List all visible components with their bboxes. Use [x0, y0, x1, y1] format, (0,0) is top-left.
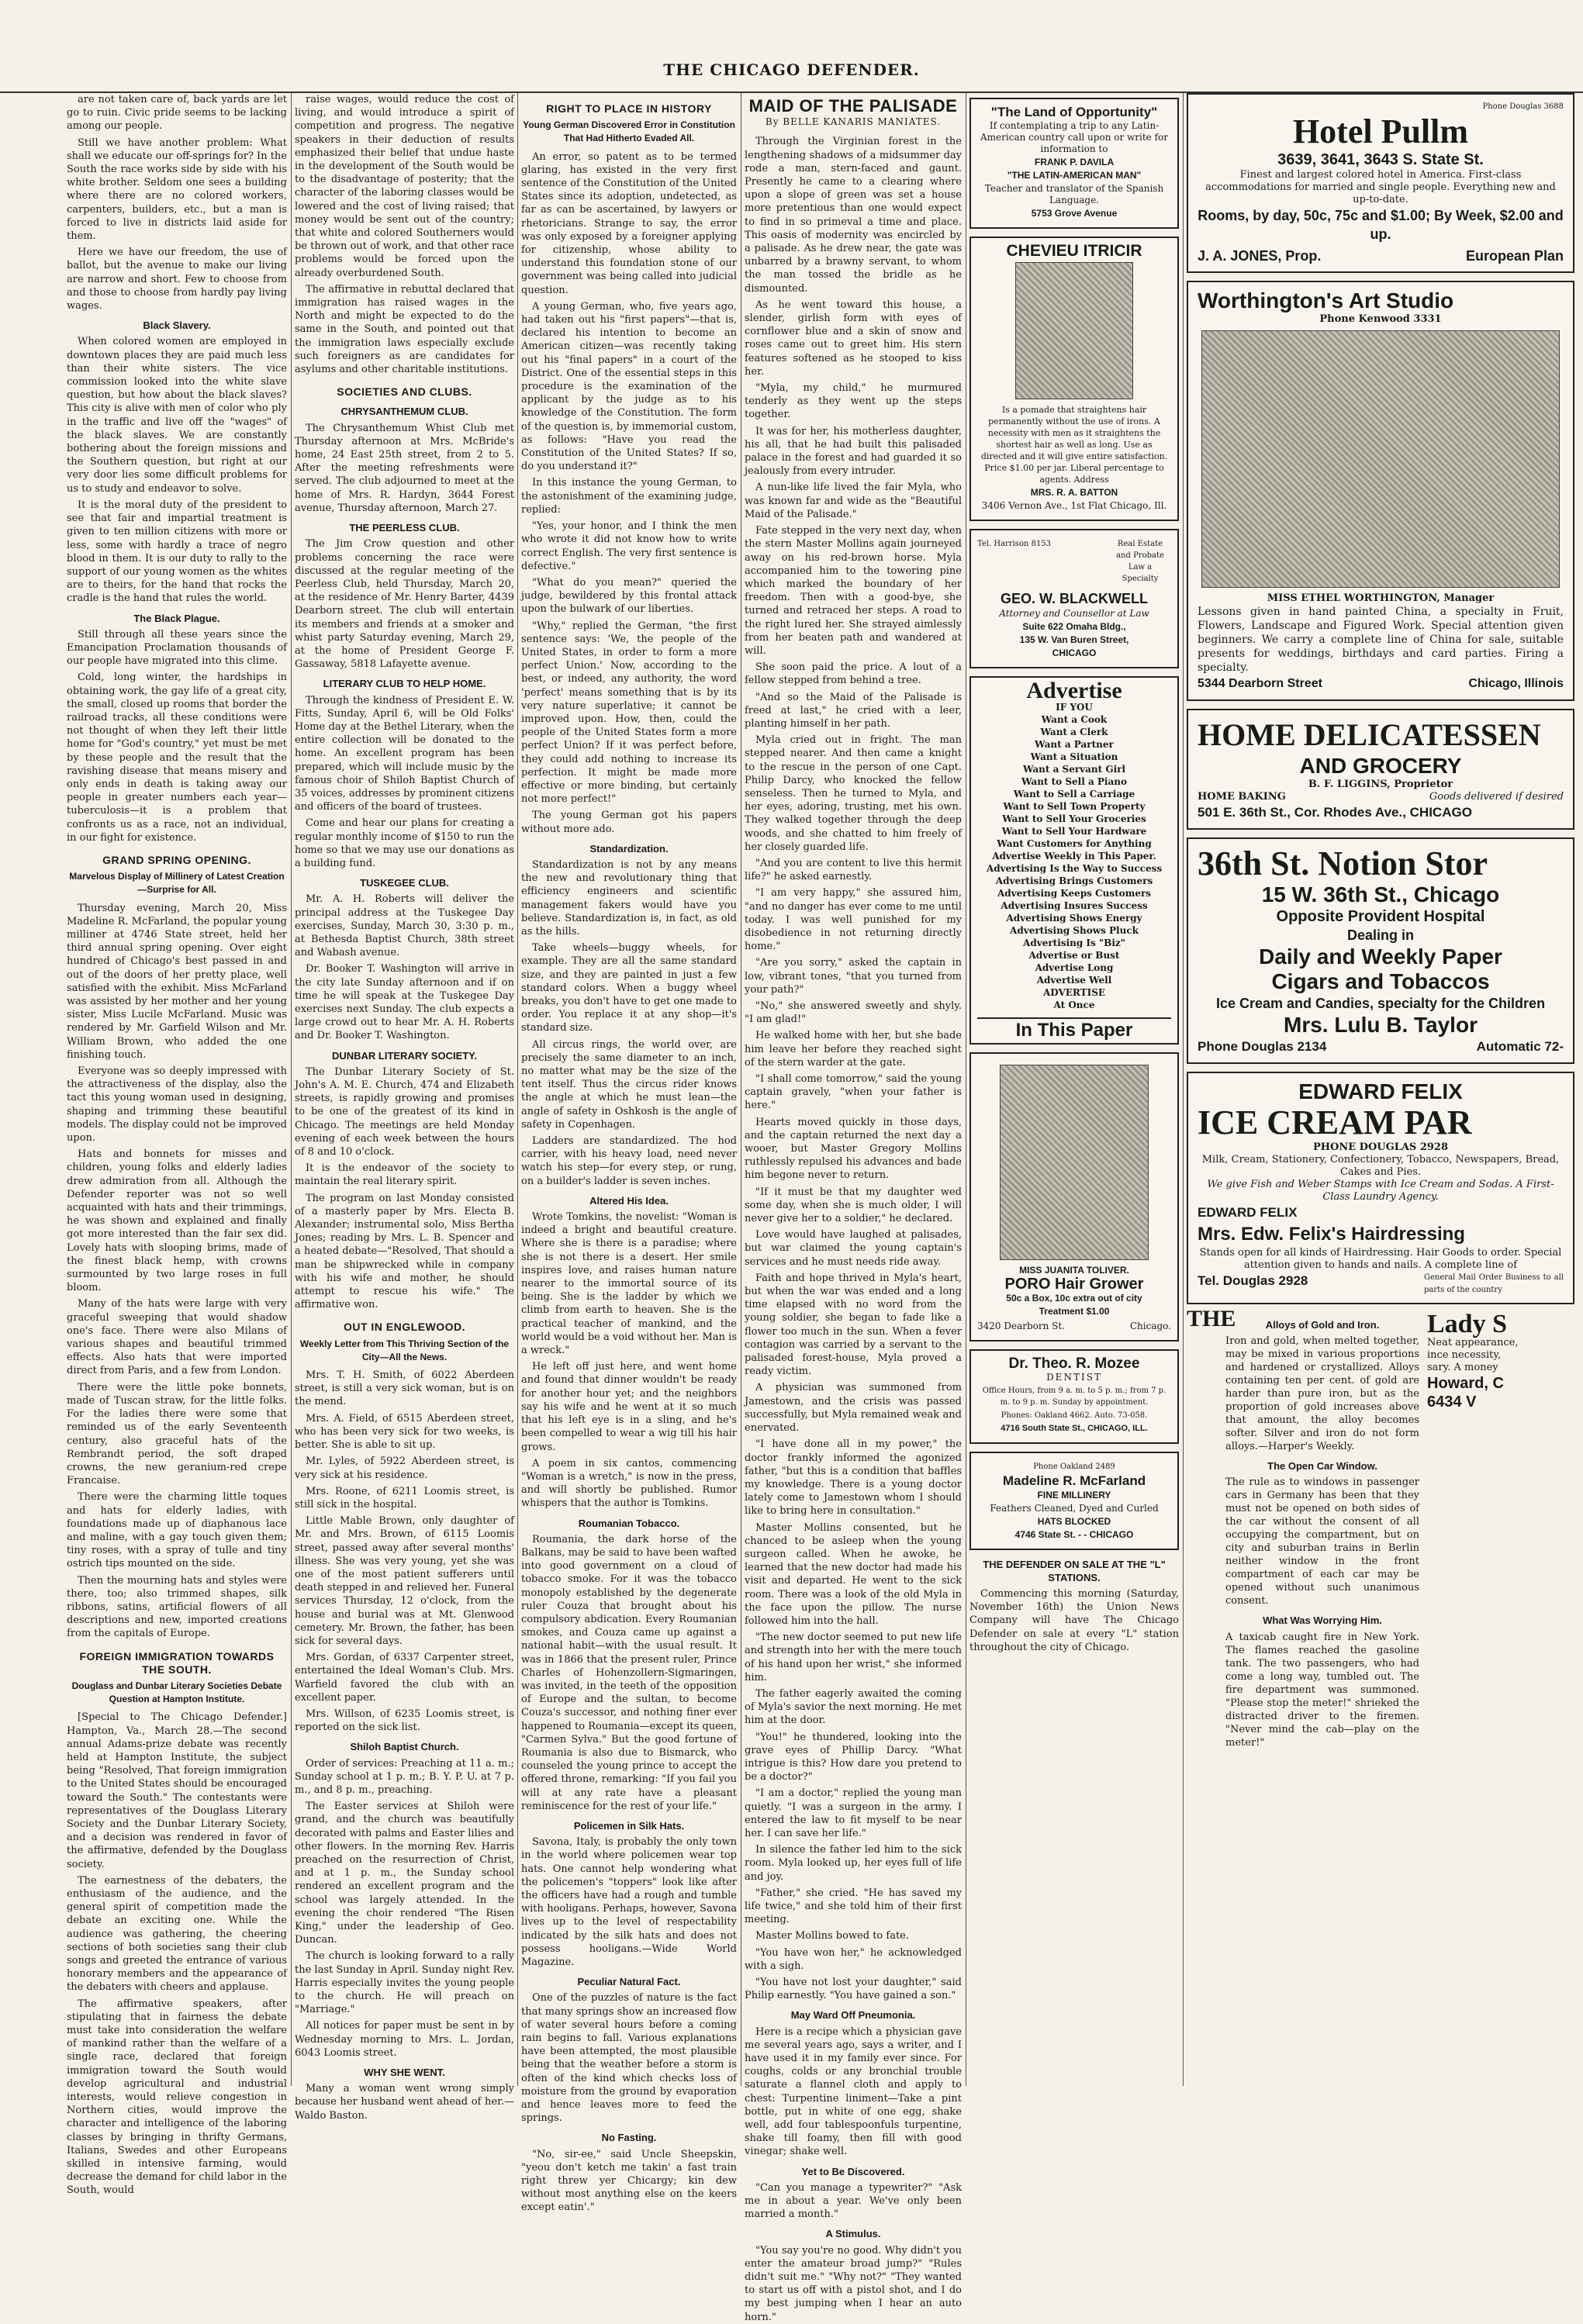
ad-name: HOME DELICATESSEN [1198, 717, 1541, 752]
article-paragraph: Mrs. A. Field, of 6515 Aberdeen street, who has been very sick for two weeks, is better. She is able to sit up. [295, 1412, 514, 1452]
article-paragraph: Many a woman went wrong simply because her husband went ahead of her.—Waldo Baston. [295, 2083, 514, 2122]
article-paragraph: "You have not lost your daughter," said Philip earnestly. "You have gained a son." [745, 1977, 962, 2002]
article-paragraph: Myla cried out in fright. The man stepped nearer. And then came a knight to the rescue in the person of one Capt. Philip Darcy, who knocked the fellow senseless. Then he turned to Myla, and her eyes, adoring, trusting, met his own. They walked together through the deep woods, and she chatted to him freely of her closely guarded life. [745, 734, 962, 853]
ad-phone: Automatic 72- [1476, 1039, 1564, 1054]
article-paragraph: Mrs. T. H. Smith, of 6022 Aberdeen street, is still a very sick woman, but is on the mend. [295, 1369, 514, 1408]
advertise-list [977, 702, 1171, 1011]
advertise-list-item: Want a Partner [1035, 738, 1114, 750]
ad-phone: Phone Kenwood 3331 [1319, 313, 1442, 325]
ad-address: 501 E. 36th St., Cor. Rhodes Ave., CHICAGO [1198, 805, 1472, 820]
ad-address: 5344 Dearborn Street [1198, 677, 1322, 690]
ad-text: We give Fish and Weber Stamps with Ice Cream and Sodas. A First-Class Laundry Agency. [1207, 1179, 1554, 1203]
advertise-list-item: Advertising Is the Way to Success [986, 862, 1163, 874]
subheading: Altered His Idea. [589, 1194, 669, 1207]
ad-text: Rooms, by day, 50c, 75c and $1.00; By Week, $2.00 and up. [1198, 208, 1564, 242]
byline: By BELLE KANARIS MANIATES. [765, 116, 942, 128]
article-paragraph: "Myla, my child," he murmured tenderly as they went up the steps together. [745, 382, 962, 421]
ad-title: Mrs. Edw. Felix's Hairdressing [1198, 1224, 1465, 1245]
ad-name: Howard, C [1427, 1375, 1504, 1392]
article-paragraph: It is the endeavor of the society to maintain the real literary spirit. [295, 1162, 514, 1188]
article-paragraph: The affirmative speakers, after stipulating that in fairness the debate must take into consideration the welfare of mankind rather than the welfare of a single race, declared that foreign immigration toward the South would develop agricultural and industrial interests, would relieve congestion in Northern cities, would improve the character and intelligence of the laboring classes by bringing in thrifty Germans, Italians, Swedes and other Europeans skilled in intensive farming, would decrease the demand for child labor in the South, would [67, 1998, 287, 2197]
ad-text: Daily and Weekly Paper [1259, 944, 1502, 969]
deck: Weekly Letter from This Thriving Section of the City—All the News. [299, 1338, 510, 1362]
subheading: Policemen in Silk Hats. [573, 1819, 685, 1832]
ad-name: Dr. Theo. R. Mozee [1008, 1355, 1140, 1373]
ad-address: 4746 State St. - - CHICAGO [1014, 1528, 1134, 1540]
ad-name: EDWARD FELIX [1298, 1079, 1463, 1103]
subheading: Alloys of Gold and Iron. [1265, 1319, 1380, 1331]
article-paragraph: The Jim Crow question and other problems concerning the race were discussed at the regular meeting of the Peerless Club, held Thursday, March 20, at the residence of Mr. Henry Barter, 4439 Dearborn street. The club will entertain its members and friends at a smoker and whist party Saturday evening, March 29, at the home of President George F. Gassaway, 5818 Lafayette avenue. [295, 538, 514, 671]
article-paragraph: A nun-like life lived the fair Myla, who was known far and wide as the "Beautiful Maid of the Palisade." [745, 482, 962, 520]
subheading: A Stimulus. [825, 2228, 881, 2240]
article-paragraph: There were the charming little toques and hats for elderly ladies, with foundations made up of diaphanous lace and maline, with a gay touch given them; tiny roses, with a spray of tulle and tiny ostrich tips mounted on the side. [67, 1491, 287, 1570]
ad-signature: EDWARD FELIX [1198, 1205, 1298, 1220]
column-5-ads [970, 93, 1179, 2086]
ad-address: 3406 Vernon Ave., 1st Flat Chicago, Ill. [981, 500, 1167, 512]
article-paragraph: Then the mourning hats and styles were there, too; also trimmed shapes, silk ribbons, satins, artificial flowers of all descriptions and new, imported creations from the capitals of Europe. [67, 1574, 287, 1640]
ad-text: Goods delivered if desired [1429, 791, 1564, 803]
ad-title: Lady S [1427, 1310, 1507, 1338]
article-paragraph: The earnestness of the debaters, the enthusiasm of the audience, and the general spirit of competition made the debate an exciting one. While the audience was gathering, the cheering sections of both societies sang their club songs and greeted the entrance of various honorary members and the appearance of the debaters with cheers and applause. [67, 1874, 287, 1994]
article-paragraph: Many of the hats were large with very graceful sweeping that would shadow one's face. There were also Milans of various shapes and beautiful trimmed effects. Also hats that were imported direct from Paris, and a few from London. [67, 1298, 287, 1377]
ad-chevieu-itricir [970, 237, 1179, 521]
ad-address: 3639, 3641, 3643 S. State St. [1277, 151, 1484, 168]
article-paragraph: Dr. Booker T. Washington will arrive in the city late Sunday afternoon and if on time he will speak at the Tuskegee Day exercises next Sunday. The club expects a large crowd out to hear Mr. A. H. Roberts and Dr. Booker T. Washington. [295, 963, 514, 1042]
ad-text: HOME BAKING [1198, 791, 1286, 803]
ad-hotel-pullman [1187, 93, 1574, 273]
article-paragraph: In this instance the young German, to the astonishment of the examining judge, replied: [521, 477, 737, 516]
ad-address: 15 W. 36th St., Chicago [1261, 882, 1500, 906]
ad-text: Office Hours, from 9 a. m. to 5 p. m.; from 7 p. m. to 9 p. m. Sunday by appointment. [982, 1386, 1167, 1407]
ad-text: Attorney and Counsellor at Law [999, 607, 1149, 619]
ad-text: Dealing in [1346, 927, 1414, 943]
column-4 [745, 93, 962, 2323]
headline: FOREIGN IMMIGRATION TOWARDS THE SOUTH. [79, 1649, 275, 1676]
subheading: THE PEERLESS CLUB. [349, 522, 460, 534]
ad-address: 135 W. Van Buren Street, [1019, 634, 1129, 645]
ad-text: Teacher and translator of the Spanish Language. [984, 183, 1164, 206]
ad-text: AND GROCERY [1299, 754, 1462, 778]
ad-text: Suite 622 Omaha Bldg., [1022, 620, 1126, 632]
article-paragraph: Wrote Tomkins, the novelist: "Woman is indeed a bright and beautiful creature. Where she is there is a paradise; where she is not there is a desert. Her smile inspires love, and raises human nature nearer to the immortal source of its being. She is the ladder by which we climb from earth to heaven. She is the practical teacher of mankind, and the world would be a void without her. Man is a wreck." [521, 1211, 737, 1357]
article-paragraph: Through the kindness of President E. W. Fitts, Sunday, April 6, will be Old Folks' Home day at the Bethel Literary, when the entire collection will be donated to the home. An excellent program has been prepared, which will include music by the famous choir of Shiloh Baptist Church of 35 voices, addresses by prominent citizens and officers of the board of trustees. [295, 694, 514, 813]
article-paragraph: "No, sir-ee," said Uncle Sheepskin, "yeou don't ketch me takin' a fast train right threw yer Chicargy; kin dew without most anything else on the keers except eatin'." [521, 2148, 737, 2214]
article-paragraph: Everyone was so deeply impressed with the attractiveness of the display, also the tact this young woman used in designing, shaping and trimming these beautiful models. The display could not be improved upon. [67, 1065, 287, 1145]
article-paragraph: "And you are content to live this hermit life?" he asked earnestly. [745, 857, 962, 883]
article-paragraph: Ladders are standardized. The hod carrier, with his heavy load, need never watch his step—for every step, or rung, on a builder's ladder is seven inches. [521, 1135, 737, 1187]
article-paragraph: The affirmative in rebuttal declared that immigration has raised wages in the North and might be expected to do the same in the South, and pointed out that the immigration laws especially exclude such foreigners as are candidates for asylums and other charitable institutions. [295, 283, 514, 376]
advertise-list-item: At Once [1053, 999, 1095, 1010]
ad-name: Madeline R. McFarland [1002, 1473, 1146, 1489]
column-rule [517, 93, 518, 2086]
ad-row [977, 1319, 1171, 1334]
advertise-list-item: Advertising Insures Success [1001, 900, 1148, 911]
ad-name: GEO. W. BLACKWELL [1001, 591, 1148, 607]
article-paragraph: There were the little poke bonnets, made of Tuscan straw, for the little folks. For the ladies there were some that reminded us of the early Seventeenth century, also graceful hats of the Rembrandt period, the soft draped crowns, the new geranium-red crepe Francaise. [67, 1381, 287, 1487]
subheading: May Ward Off Pneumonia. [790, 2009, 916, 2022]
ad-name: FRANK P. DAVILA [1034, 157, 1115, 168]
ad-address: 3420 Dearborn St. [977, 1321, 1066, 1332]
ad-text: If contemplating a trip to any Latin-American country call upon or write for information to [980, 120, 1168, 155]
article-paragraph: Thursday evening, March 20, Miss Madeline R. McFarland, the popular young milliner at 4746 State street, held her third annual spring opening. Over eight hundred of Chicago's best passed in and out of the doors of her pretty place, well satisfied with the exhibit. Miss McFarland was assisted by her mother and her young sister, Miss Lucile McFarland. Music was rendered by Mr. Garfield Wilson and Mr. William Brown, who added the one finishing touch. [67, 902, 287, 1061]
article-paragraph: "What do you mean?" queried the judge, bewildered by this frontal attack upon the bulwark of our liberties. [521, 576, 737, 616]
advertise-list-item: Want to Sell Town Property [1003, 800, 1146, 812]
article-paragraph: She soon paid the price. A lout of a fellow stepped from behind a tree. [745, 661, 962, 687]
ad-text: HATS BLOCKED [1037, 1515, 1111, 1527]
deck: Marvelous Display of Millinery of Latest Creation—Surprise for All. [69, 871, 285, 896]
advertise-list-item: IF YOU [1056, 701, 1093, 713]
ad-text: FINE MILLINERY [1037, 1489, 1111, 1500]
article-paragraph: "Father," she cried. "He has saved my life twice," and she told him of their first meeting. [745, 1887, 962, 1926]
advertise-list-item: Want a Situation [1030, 751, 1118, 762]
advertise-list-item: Advertise Well [1036, 974, 1112, 986]
subheading: Black Slavery. [143, 319, 211, 332]
ad-phone: Phone Oakland 2489 [1033, 1462, 1115, 1472]
article-paragraph: are not taken care of, back yards are let go to ruin. Civic pride seems to be lacking among our people. [67, 94, 287, 133]
article-paragraph: The Easter services at Shiloh were grand, and the church was beautifully decorated with palms and Easter lilies and other flowers. In the morning Rev. Harris preached on the resurrection of Christ, and at 1 p. m., the Sunday school rendered an excellent program and the school was largely attended. In the evening the choir rendered "The Risen King," under the leadership of Geo. Duncan. [295, 1801, 514, 1946]
ad-text: Finest and largest colored hotel in America. First-class accommodations for married and single people. Everything new and up-to-date. [1205, 169, 1556, 205]
ad-city: Chicago, Illinois [1468, 677, 1564, 690]
article-paragraph: Come and hear our plans for creating a regular monthly income of $150 to run the home so that we may use our donations as a building fund. [295, 817, 514, 869]
column-3 [521, 93, 737, 2214]
subheading: THE DEFENDER ON SALE AT THE "L" STATIONS. [983, 1558, 1166, 1583]
advertise-list-item: Want to Sell Your Groceries [1002, 813, 1146, 824]
ad-text: European Plan [1465, 248, 1564, 264]
subheading: Yet to Be Discovered. [801, 2165, 905, 2177]
subheading: Shiloh Baptist Church. [350, 1741, 459, 1753]
masthead: THE CHICAGO DEFENDER. [0, 60, 1583, 93]
ad-header-row [977, 537, 1171, 586]
article-paragraph: Take wheels—buggy wheels, for example. They are all the same standard size, and they are painted in just a few standard colors. When a buggy wheel breaks, you don't have to get one made to order. You replace it at any shop—it's standard size. [521, 942, 737, 1034]
advertise-list-item: Advertising Brings Customers [995, 875, 1153, 886]
ad-poro [970, 1052, 1179, 1342]
article-paragraph: He left off just here, and went home and found that dinner wouldn't be ready for another hour yet; and the neighbors say his wife and he went at it so much that his left eye is in a sling, and he's been compelled to wear a wig till his hair grows. [521, 1361, 737, 1453]
subheading: Standardization. [589, 842, 669, 855]
article-paragraph: A poem in six cantos, commencing "Woman is a wretch," is now in the press, and will shortly be published. Rumor whispers that the author is Tomkins. [521, 1457, 737, 1510]
fragment-text: THE [1187, 1306, 1236, 1331]
article-paragraph: Here is a recipe which a physician gave me several years ago, says a writer, and I have used it in my family ever since. For coughs, colds or any bronchial trouble saturate a flannel cloth and apply to chest: Turpentine liniment—Take a pint bottle, put in white of one egg, shake well, add four tablespoonfuls turpentine, shake till foamy, then fill with good vinegar; shake well. [745, 2025, 962, 2158]
ad-row [1198, 247, 1564, 265]
article-paragraph: "You!" he thundered, looking into the grave eyes of Phillip Darcy. "What intrigue is this? How dare you pretend to be a doctor?" [745, 1731, 962, 1784]
advertise-list-item: Want to Sell a Carriage [1013, 788, 1135, 799]
ad-phone: PHONE DOUGLAS 2928 [1312, 1141, 1449, 1153]
ad-notion-store [1187, 837, 1574, 1064]
subheading: What Was Worrying Him. [1263, 1614, 1382, 1627]
article-paragraph: The father eagerly awaited the coming of Myla's savior the next morning. He met him at the door. [745, 1687, 962, 1727]
article-paragraph: Commencing this morning (Saturday, November 16th) the Union News Company will have The Chicago Defender on sale at every "L" station throughout the city of Chicago. [970, 1588, 1179, 1653]
advertise-list-item: Want to Sell a Piano [1021, 775, 1127, 787]
article-paragraph: Here we have our freedom, the use of ballot, but the avenue to make our living are narrow and short. Few to choose from and those to choose from hardly pay living wages. [67, 247, 287, 313]
article-paragraph: It was for her, his motherless daughter, his all, that he had built this palisaded palace in the forest and had guarded it so jealously from every intruder. [745, 425, 962, 478]
article-paragraph: "And so the Maid of the Palisade is freed at last," he cried with a leer, planting himself in her path. [745, 691, 962, 730]
article-paragraph: A physician was summoned from Jamestown, and the crisis was passed successfully, but Myla remained weak and enervated. [745, 1382, 962, 1435]
ad-phone: Phone Douglas 2134 [1198, 1039, 1327, 1054]
ad-address: 6434 V [1427, 1393, 1477, 1411]
advertise-list-item: Want to Sell Your Hardware [1001, 825, 1147, 837]
article-paragraph: The young German got his papers without more ado. [521, 810, 737, 835]
ad-name: 36th St. Notion Stor [1198, 844, 1488, 882]
article-paragraph: "Yes, your honor, and I think the men who wrote it did not know how to write correct English. The very first sentence is defective." [521, 520, 737, 572]
article-paragraph: Cold, long winter, the hardships in obtaining work, the gay life of a great city, the small, closed up rooms that border the railroad tracks, all these conditions were not thought of when they left their little home for "God's country," yet must be met by these people and the result that the ravishing disease that means misery and only ends in death is taking away our people in greater numbers each year—tuberculosis—it is a problem that confronts us as a race, not an individual, in our fight for existence. [67, 672, 287, 844]
article-paragraph: "I shall come tomorrow," said the young captain gravely, "when your father is here." [745, 1073, 962, 1112]
ad-name: Hotel Pullm [1292, 112, 1469, 150]
article-paragraph: Mr. A. H. Roberts will deliver the principal address at the Tuskegee Day exercises, Sunday, March 30, 3:30 p. m., at Bethesda Baptist Church, 38th street and Wabash avenue. [295, 893, 514, 959]
article-paragraph: Order of services: Preaching at 11 a. m.; Sunday school at 1 p. m.; B. Y. P. U. at 7 p. m., and 8 p. m., preaching. [295, 1757, 514, 1796]
article-paragraph: The program on last Monday consisted of a masterly paper by Mrs. Electa B. Alexander; instrumental solo, Miss Bertha Jones; reading by Mrs. L. B. Spencer and a heated debate—"Resolved, That should a man be shipwrecked while in company with his wife and mother, he should attempt to rescue his wife." The affirmative won. [295, 1192, 514, 1311]
headline: RIGHT TO PLACE IN HISTORY [546, 102, 712, 115]
article-paragraph: Little Mable Brown, only daughter of Mr. and Mrs. Brown, of 6115 Loomis street, passed away after several months' illness. She was very young, yet she was one of the most patient sufferers until death stepped in and relieved her. Funeral services Thursday, 12 o'clock, from the house and burial was at Mt. Glenwood cemetery. Mr. Brown, the father, has been sick for several days. [295, 1515, 514, 1647]
advertise-list-item: Advertising Shows Pluck [1010, 924, 1139, 936]
ad-text: 50c a Box, 10c extra out of city [1006, 1293, 1142, 1304]
article-paragraph: A young German, who, five years ago, had taken out his "first papers"—that is, declared his intention to become an American citizen—was recently taking out his "final papers" in a court of the District. One of the essential steps in this procedure is the examination of the applicant by the judge as to his knowledge of the Constitution. The form of the question is, by immemorial custom, as follows: "Have you read the Constitution of the United States? If so, do you understand it?" [521, 300, 737, 473]
article-paragraph: "I have done all in my power," the doctor frankly informed the agonized father, "but this is a condition that baffles my knowledge. There is a young doctor lately come to Jamestown whom I should like to bring here in consultation." [745, 1438, 962, 1518]
ad-address: 5753 Grove Avenue [1031, 208, 1118, 219]
article-paragraph: A taxicab caught fire in New York. The flames reached the gasoline tank. The two passengers, who had come a long way, tumbled out. The fire department was summoned. "Please stop the meter!" shrieked the distracted driver to the firemen. "Never mind the cab—play on the meter!" [1225, 1631, 1419, 1749]
article-paragraph: Master Mollins bowed to fate. [755, 1930, 910, 1942]
article-paragraph: The Dunbar Literary Society of St. John's A. M. E. Church, 474 and Elizabeth streets, is rapidly growing and promises to be one of the greatest of its kind in Chicago. The meetings are held Monday evening of each week between the hours of 8 and 10 o'clock. [295, 1065, 514, 1159]
ad-mcfarland [970, 1452, 1179, 1549]
article-paragraph: Iron and gold, when melted together, may be mixed in various proportions and hardened or crystallized. Alloys containing ten per cent. of gold are harder than pure iron, but as the proportion of gold increases above that amount, the alloy becomes softer. Silver and iron do not form alloys.—Harper's Weekly. [1225, 1335, 1419, 1453]
ad-land-of-opportunity [970, 98, 1179, 229]
article-paragraph: "Why," replied the German, "the first sentence says: 'We, the people of the United States, in order to form a more perfect Union.' Now, according to the best, or indeed, any authority, the word 'perfect' means something that is by its very nature superlative; it cannot be improved upon. How, then, could the people of the United States form a more perfect Union? If it was perfect before, they could add nothing to increase its perfection. It might be made more effective or more binding, but certainly not more perfect!" [521, 620, 737, 806]
article-paragraph: Savona, Italy, is probably the only town in the world where policemen wear top hats. One cannot help wondering what the policemen's "toppers" look like after the officers have had a rough and tumble with hooligans. Perhaps, however, Savona lives up to the level of respectability indicated by the silk hats and does not possess hooligans.—Wide World Magazine. [521, 1836, 737, 1969]
ad-phone: Phone Douglas 3688 [1482, 102, 1564, 111]
article-paragraph: [Special to The Chicago Defender.] Hampton, Va., March 28.—The second annual Adams-prize debate was recently held at Hampton Institute, the subject being "Resolved, That foreign immigration to the United States should be encouraged toward the South." The contestants were representatives of the Douglass Literary Society and the Dunbar Literary Society, and a decision was rendered in favor of the affirmative, defended by the Douglass society. [67, 1711, 287, 1870]
advertise-list-item: Want a Cook [1041, 713, 1108, 725]
article-paragraph: "The new doctor seemed to put new life and strength into her with the mere touch of his hand upon her wrist," she informed him. [745, 1632, 962, 1683]
photo-caption: MISS JUANITA TOLIVER. [1019, 1265, 1129, 1276]
ad-owner: Mrs. Lulu B. Taylor [1284, 1013, 1478, 1037]
ad-city: CHICAGO [1052, 647, 1097, 658]
column-6-ads [1187, 93, 1574, 2086]
article-paragraph: The church is looking forward to a rally the last Sunday in April. Sunday night Rev. Harris especially invites the young people to the church. He will preach on "Marriage." [295, 1950, 514, 2016]
article-paragraph: Love would have laughed at palisades, but war claimed the young captain's services and he must needs ride away. [745, 1229, 962, 1268]
ad-city: Chicago. [1129, 1321, 1171, 1332]
ad-title: Advertise [1026, 677, 1122, 703]
advertise-list-item: Advertising Keeps Customers [997, 887, 1152, 899]
ad-proprietor: B. F. LIGGINS, Proprietor [1308, 779, 1453, 790]
subheading: The Open Car Window. [1267, 1460, 1377, 1473]
article-paragraph: Hearts moved quickly in those days, and the captain returned the next day a wooer, but Master Gregory Mollins ruthlessly repulsed his advances and bade him begone never to return. [745, 1116, 962, 1182]
advertise-list-item: ADVERTISE [1042, 986, 1106, 998]
ad-text: Lessons given in hand painted China, a specialty in Fruit, Flowers, Landscape and Figured Work. Special attention given beginners. We carry a complete line of China for sale, suitable presents for weddings, birthdays and card parties. Firing a specialty. [1198, 606, 1564, 674]
headline: GRAND SPRING OPENING. [102, 853, 251, 866]
article-paragraph: As he went toward this house, a slender, girlish form with eyes of cornflower blue and a skin of snow and roses came out to greet him. His stern features softened as he stooped to kiss her. [745, 299, 962, 378]
article-paragraph: "Can you manage a typewriter?" "Ask me in about a year. We've only been married a month." [745, 2181, 962, 2221]
advertise-list-item: Want Customers for Anything [997, 837, 1152, 849]
ad-text: Feathers Cleaned, Dyed and Curled [990, 1502, 1159, 1514]
headline: SOCIETIES AND CLUBS. [337, 385, 472, 399]
article-paragraph: Through the Virginian forest in the lengthening shadows of a midsummer day rode a man, stern-faced and gaunt. Presently he came to a clearing where upon a slope of green was set a house more pretentious than one would expect to find in so primeval a time and place. This oasis of modernity was encircled by a palisade. As he drew near, the gate was unbarred by a brawny servant, to whom the man tossed the bridle as he dismounted. [745, 136, 962, 295]
subheading: The Black Plague. [133, 612, 220, 624]
article-paragraph: "You have won her," he acknowledged with a sigh. [745, 1946, 962, 1972]
ad-title: ICE CREAM PAR [1198, 1103, 1472, 1141]
portrait-photo [1000, 1065, 1149, 1260]
subheading: CHRYSANTHEMUM CLUB. [340, 406, 468, 418]
article-paragraph: Mr. Lyles, of 5922 Aberdeen street, is very sick at his residence. [295, 1456, 514, 1481]
article-paragraph: The Chrysanthemum Whist Club met Thursday afternoon at Mrs. McBride's home, 24 East 25th street, from 2 to 5. After the meeting refreshments were served. The club adjourned to meet at the home of Mrs. R. Hardyn, 3644 Forest avenue, Thursday afternoon, March 27. [295, 422, 514, 514]
advertise-list-item: Want a Clerk [1040, 726, 1108, 737]
article-paragraph: One of the puzzles of nature is the fact that many springs show an increased flow of water several hours before a coming rain begins to fall. Various explanations have been attempted, the most plausible being that the weather before a storm is often of the kind which checks loss of moisture from the ground by evaporation and hence leaves more to feed the springs. [521, 1992, 737, 2125]
portrait-photo [1015, 262, 1133, 399]
article-paragraph: "I am very happy," she assured him, "and no danger has ever come to me until today. I was well punished for my disobedience in not returning directly home." [745, 887, 962, 953]
article-paragraph: "You say you're no good. Why didn't you enter the amateur broad jump?" "Rules didn't suit me." "Why not?" "They wanted to start us off with a pistol shot, and I do my best jumping when I hear an auto horn." [745, 2244, 962, 2323]
ad-lady [1427, 1312, 1567, 1749]
article-paragraph: Mrs. Roone, of 6211 Loomis street, is still sick in the hospital. [295, 1485, 514, 1511]
advertise-list-item: Advertise Weekly in This Paper. [992, 850, 1156, 862]
advertise-list-item: Want a Servant Girl [1022, 763, 1126, 775]
ad-home-delicatessen [1187, 709, 1574, 830]
column-rule [1183, 93, 1184, 2086]
article-paragraph: Hats and bonnets for misses and children, young folks and elderly ladies drew admiration from all. Although the Defender reporter was not so well acquainted with hats and their trimmings, he was shown and explained and finally got more interested than the fair sex did. Lovely hats with slooping brims, made of the finest black hemp, with crowns surmounted by two large roses in full bloom. [67, 1148, 287, 1294]
article-paragraph: Master Mollins consented, but he chanced to be asleep when the young surgeon called. When he awoke, he learned that the new doctor had made his visit and departed. He went to the sick room. There was a look of the old Myla in the face upon the pillow. The nurse followed him into the hall. [745, 1521, 962, 1627]
ad-title: CHEVIEU ITRICIR [1006, 242, 1142, 261]
article-paragraph: Mrs. Gordan, of 6337 Carpenter street, entertained the Ideal Woman's Club. Mrs. Warfield favored the club with an excellent paper. [295, 1652, 514, 1704]
subheading: WHY SHE WENT. [364, 2067, 445, 2079]
article-paragraph: Still through all these years since the Emancipation Proclamation thousands of our people have migrated into this clime. [67, 628, 287, 668]
subheading: DUNBAR LITERARY SOCIETY. [331, 1049, 478, 1062]
ad-text: Treatment $1.00 [1039, 1306, 1110, 1317]
subheading: Roumanian Tobacco. [578, 1517, 680, 1529]
bottom-row [1187, 1306, 1574, 1749]
advertise-list-item: Advertise Long [1035, 962, 1114, 973]
article-paragraph: Standardization is not by any means the new and revolutionary thing that efficiency engineers and scientific management fakers would have you believe. Standardization is, in fact, as old as the hills. [521, 858, 737, 938]
ad-text: Ice Cream and Candies, specialty for the Children [1215, 996, 1546, 1011]
ad-name: MRS. R. A. BATTON [1030, 487, 1118, 499]
article-paragraph: The rule as to windows in passenger cars in Germany has been that they must not be opened on both sides of the car without the consent of all occupying the compartment, but on city and suburban trains in Berlin neither window in the front compartment of each car may be opened without such unanimous consent. [1225, 1476, 1419, 1607]
article-paragraph: He walked home with her, but she bade him leave her before they reached sight of the stern warder at the gate. [745, 1030, 962, 1069]
article-paragraph: All notices for paper must be sent in by Wednesday morning to Mrs. L. Jordan, 6043 Loomis street. [295, 2020, 514, 2059]
column-2 [295, 93, 514, 2122]
ad-text: Opposite Provident Hospital [1276, 908, 1485, 925]
ad-proprietor: J. A. JONES, Prop. [1198, 248, 1322, 264]
article-paragraph: Mrs. Willson, of 6235 Loomis street, is reported on the sick list. [295, 1708, 514, 1734]
article-paragraph: All circus rings, the world over, are precisely the same diameter to an inch, no matter what may be the size of the tent itself. Thus the circus rider knows the angle at which he must lean—the angle of safety in Oshkosh is the angle of safety in Copenhagen. [521, 1038, 737, 1131]
ad-blackwell [970, 529, 1179, 668]
article-paragraph: Fate stepped in the very next day, when the stern Master Mollins again journeyed away on his red-brown horse. Myla accompanied him to the towering pine which marked the boundary of her freedom. Then with a good-bye, she turned and retraced her steps. A road to the right lured her. She strayed aimlessly from her beaten path and wandered at will. [745, 525, 962, 657]
ad-text: Is a pomade that straightens hair permanently without the use of irons. A necessity with men as it straightens the shortest hair as well as long. Use as directed and it will give entire satisfaction. Price $1.00 per jar. Liberal percentage to agents. Address [980, 405, 1168, 485]
advertise-list-item: Advertise or Bust [1028, 949, 1120, 961]
ad-phone: Tel. Douglas 2928 [1198, 1273, 1308, 1288]
ad-note: Real Estate and Probate Law a Specialty [1116, 540, 1164, 584]
ad-advertise [970, 676, 1179, 1045]
ad-ice-cream-parlor [1187, 1072, 1574, 1304]
headline: MAID OF THE PALISADE [748, 96, 958, 116]
article-paragraph: "If it must be that my daughter wed some day, when she is much older, I will never give her to a soldier," he declared. [745, 1186, 962, 1225]
ad-phone: Tel. Harrison 8153 [977, 540, 1052, 549]
article-paragraph: Roumania, the dark horse of the Balkans, may be said to have been wafted into good government on a cloud of tobacco smoke. For it was the tobacco monopoly established by the degenerate ruler Couza that brought about his compulsory abdication. Every Roumanian smokes, and Couza came up against a national habit—with the usual result. It was in 1866 that the present ruler, Prince Charles of Hohenzollern-Sigmaringen, was invited, in the teeth of the opposition of Europe and the sultan, to become Couza's successor, and nothing finer ever happened to Roumania—except its queen, "Carmen Sylva." But the good fortune of Roumania is also due to Bismarck, who counseled the young prince to accept the offered throne, remarking: "If you fail you will at any rate have a pleasant reminiscence for the rest of your life." [521, 1533, 737, 1812]
article-paragraph: "Are you sorry," asked the captain in low, vibrant tones, "that you turned from your path?" [745, 957, 962, 996]
ad-phone: Phones: Oakland 4662. Auto. 73-058. [1001, 1411, 1148, 1421]
ad-text: Cigars and Tobaccos [1271, 969, 1490, 993]
advertise-list-item: Advertising Is "Biz" [1023, 937, 1125, 948]
ad-row [1198, 675, 1564, 693]
studio-photo [1201, 330, 1560, 588]
ad-row [1198, 1038, 1564, 1056]
subheading: LITERARY CLUB TO HELP HOME. [323, 678, 486, 690]
ad-worthington [1187, 281, 1574, 701]
photo-caption: MISS ETHEL WORTHINGTON, Manager [1267, 592, 1495, 604]
article-paragraph: When colored women are employed in downtown places they are paid much less than their white sisters. The vice commission looked into the white slave question, but how about the black slaves? This city is alive with men of color who ply in the traffic and live off the "wages" of the black slaves. We are constantly bothering about the foreign missions and the Southern question, but right at our very door lies some difficult problems for us to study and endeavor to solve. [67, 336, 287, 495]
column-1 [67, 93, 287, 2197]
subheading: No Fasting. [601, 2132, 657, 2144]
ad-text: sary. A money [1427, 1362, 1498, 1373]
ad-text: DENTIST [1046, 1372, 1102, 1383]
headline: OUT IN ENGLEWOOD. [343, 1321, 466, 1334]
article-paragraph: "I am a doctor," replied the young man quietly. "I was a surgeon in the army. I entered the law to fit myself to be near her. I can save her life." [745, 1787, 962, 1839]
ad-row [1198, 1272, 1564, 1297]
subheading: Peculiar Natural Fact. [577, 1976, 681, 1988]
ad-text: Neat appearance, [1427, 1337, 1519, 1348]
deck: Young German Discovered Error in Constitution That Had Hitherto Evaded All. [523, 119, 735, 144]
ad-text: "THE LATIN-AMERICAN MAN" [1007, 170, 1142, 181]
article-paragraph: "No," she answered sweetly and shyly. "I am glad!" [745, 1000, 962, 1026]
ad-title: PORO Hair Grower [1004, 1276, 1144, 1293]
ad-text: Stands open for all kinds of Hairdressing. Hair Goods to order. Special attention given to hands and nails. A complete line of [1199, 1247, 1562, 1271]
ad-text: Milk, Cream, Stationery, Confectionery, Tobacco, Newspapers, Bread, Cakes and Pies. [1201, 1154, 1560, 1178]
filler-articles [1225, 1312, 1419, 1749]
column-rule [291, 93, 292, 2086]
article-paragraph: raise wages, would reduce the cost of living, and would introduce a spirit of competition and progress. The negative speakers in their deduction of results emphasized their belief that undue haste in the development of the South would be to the disadvantage of posterity; that the character of the laboring classes would be lowered and the cost of living raised; that money would be sent out of the country; that white and colored Southerners would be thrown out of work, and that other race problems would be forced upon the already overburdened South. [295, 94, 514, 279]
ad-row [1198, 791, 1564, 803]
ad-address: 4716 South State St., CHICAGO, ILL. [1001, 1424, 1148, 1434]
article-paragraph: Faith and hope thrived in Myla's heart, but when the war was ended and a long time elapsed with no word from the young soldier, she began to fade like a flower too much in the sun. When a fever contagion was carried by a servant to the palisaded forest-house, Myla proved a ready victim. [745, 1272, 962, 1378]
article-paragraph: In silence the father led him to the sick room. Myla looked up, her eyes full of life and joy. [745, 1844, 962, 1883]
article-paragraph: It is the moral duty of the president to see that fair and impartial treatment is given to ten million citizens with more or less, some with hardly a trace of negro blood in them. It is our duty to rally to the support of our young women as the whites are to theirs, for the hand that rocks the cradle is the hand that rules the world. [67, 499, 287, 605]
ad-name: Worthington's Art Studio [1198, 288, 1454, 313]
ad-mozee [970, 1349, 1179, 1444]
subheading: TUSKEGEE CLUB. [360, 877, 449, 889]
deck: Douglass and Dunbar Literary Societies Debate Question at Hampton Institute. [71, 1680, 282, 1705]
article-paragraph: Still we have another problem: What shall we educate our off-springs for? In the South the race works side by side with his white brother. Seldom one sees a building where there are no colored workers, carpenters, builders, etc., but a man is forced to live in districts laid aside for them. [67, 136, 287, 243]
ad-text: ince necessity, [1427, 1349, 1502, 1361]
ad-footer: In This Paper [977, 1017, 1171, 1037]
article-paragraph: An error, so patent as to be termed glaring, has existed in the very first sentence of the Constitution of the United States since its adoption, undetected, as far as can be ascertained, by lawyers or rhetoricians. Strange to say, the error was only exposed by a foreigner applying for citizenship, whose ability to understand this foundation stone of our government was being called into judicial question. [521, 150, 737, 296]
ad-title: "The Land of Opportunity" [990, 105, 1158, 119]
advertise-list-item: Advertising Shows Energy [1006, 912, 1142, 924]
ad-text: General Mail Order Business to all parts of the country [1424, 1273, 1564, 1294]
